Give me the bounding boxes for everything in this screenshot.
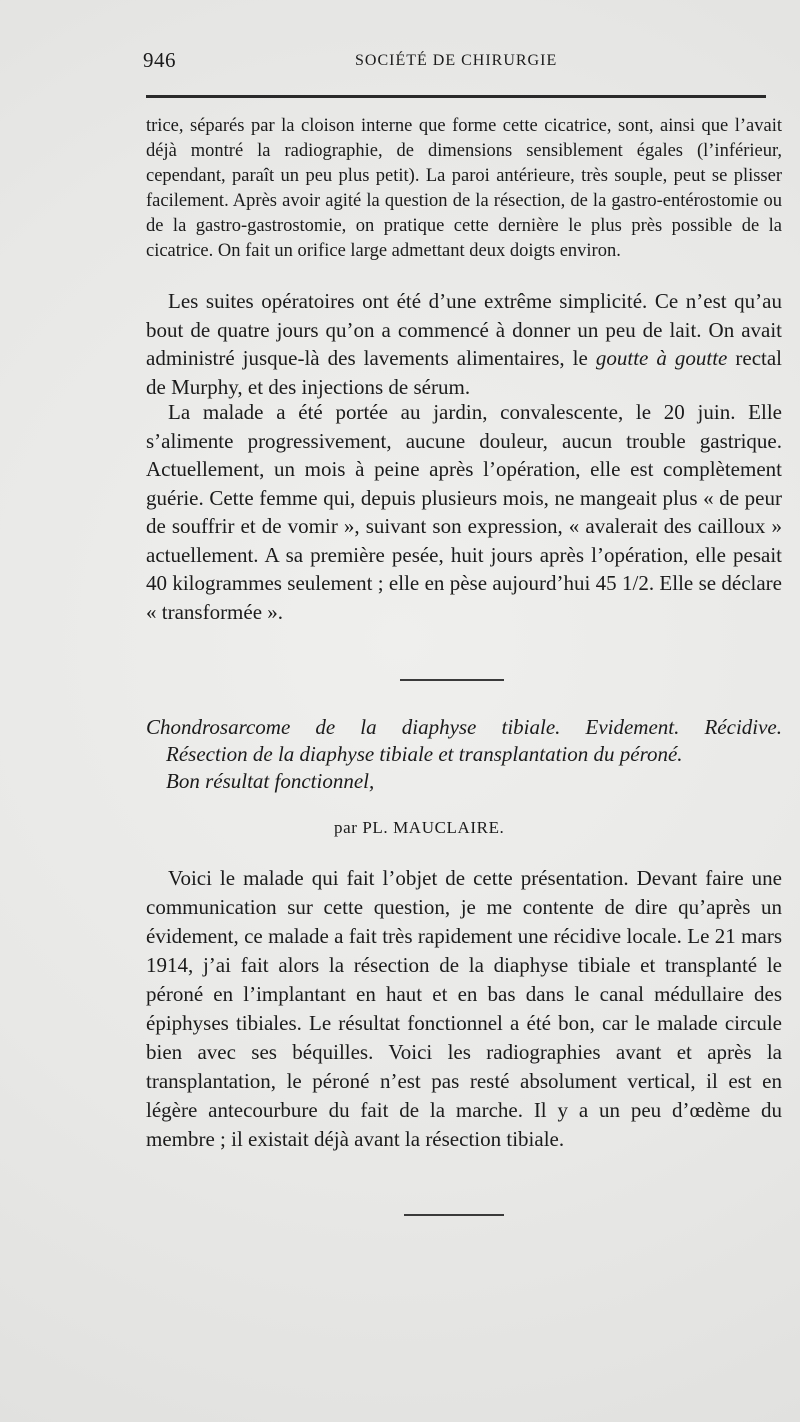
page-header [143,48,763,78]
header-rule [146,95,766,98]
article-title [146,714,782,795]
title-line: Bon résultat fonctionnel, [166,769,375,793]
end-separator-rule [404,1214,504,1216]
running-head: SOCIÉTÉ DE CHIRURGIE [355,52,558,69]
paragraph-text: Les suites opératoires ont été d’une extrême simplicité. Ce n’est qu’au bout de quatre jours qu’on a commencé à donner un peu de lait. On avait administré jusque-là des lavements alimentaires, le [146,289,782,370]
section-separator-rule [400,679,504,681]
author-byline: par PL. MAUCLAIRE. [334,818,505,837]
paragraph-text: rectal de Murphy, et des injections de sérum. [146,346,783,399]
title-line: Résection de la diaphyse tibiale et transplantation du péroné. [166,742,683,766]
italic-phrase: goutte à goutte [595,346,728,370]
paragraph-recovery: La malade a été portée au jardin, convalescente, le 20 juin. Elle s’alimente progressivement, aucune douleur, aucun trouble gastrique. Actuellement, un mois à peine après l’opération, elle est complètement guérie. Cette femme qui, depuis plusieurs mois, ne mangeait plus « de peur de souffrir et de vomir », suivant son expression, « avalerait des cailloux » actuellement. A sa première pesée, huit jours après l’opération, elle pesait 40 kilogrammes seulement ; elle en pèse aujourd’hui 45 1/2. Elle se déclare « transformée ». [146,400,782,624]
title-line: Chondrosarcome de la diaphyse tibiale. Evidement. Récidive. [146,715,782,739]
paragraph-continued: trice, séparés par la cloison interne que forme cette cicatrice, sont, ainsi que l’avait déjà montré la radiographie, de dimensions sensiblement égales (l’inférieur, cependant, paraît un peu plus petit). La paroi antérieure, très souple, peut se plisser facilement. Après avoir agité la question de la résection, de la gastro-entérostomie ou de la gastro-gastrostomie, on pratique cette dernière le plus près possible de la cicatrice. On fait un orifice large admettant deux doigts environ. [146,116,782,261]
paragraph-postoperative [146,287,782,401]
article-paragraph: Voici le malade qui fait l’objet de cette présentation. Devant faire une communication sur cette question, je me contente de dire qu’après un évidement, ce malade a fait très rapidement une récidive locale. Le 21 mars 1914, j’ai fait alors la résection de la diaphyse tibiale et transplanté le péroné en l’implantant en haut et en bas dans le canal médullaire des épiphyses tibiales. Le résultat fonctionnel a été bon, car le malade circule bien avec ses béquilles. Voici les radiographies avant et après la transplantation, le péroné n’est pas resté absolument vertical, il est en légère antecourbure du fait de la marche. Il y a un peu d’œdème du membre ; il existait déjà avant la résection tibiale. [146,866,782,1151]
page-number: 946 [143,48,176,72]
